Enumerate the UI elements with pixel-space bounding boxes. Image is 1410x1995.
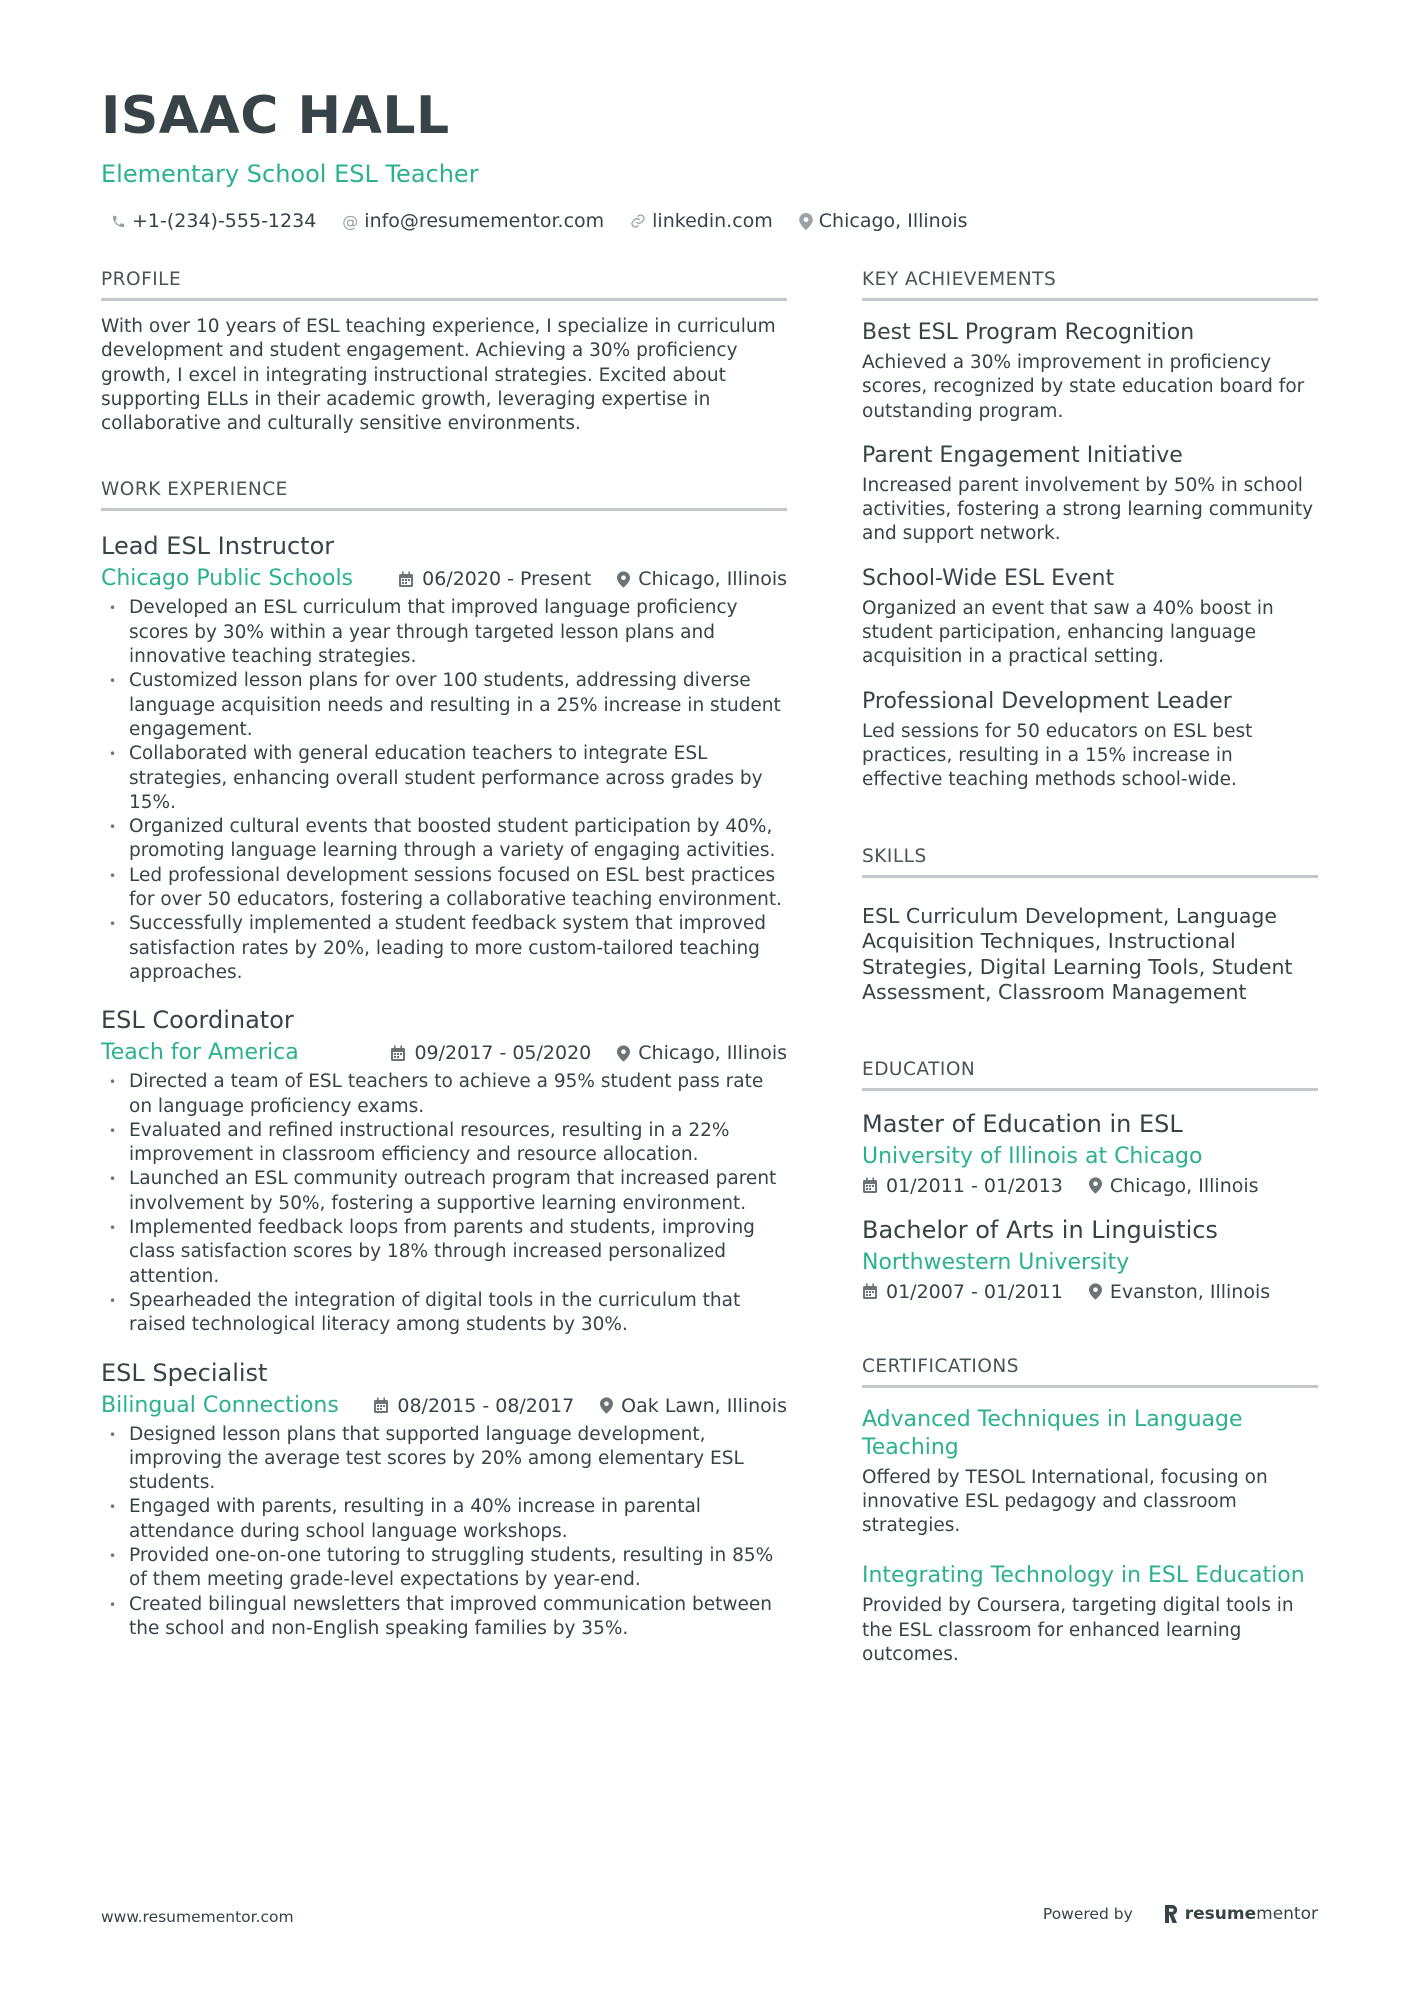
- education-dates: [862, 1281, 1063, 1303]
- job-entry: [101, 1005, 787, 1337]
- skills-section: [862, 845, 1318, 1006]
- phone-text: +1-(234)-555-1234: [132, 210, 317, 232]
- right-column: [862, 268, 1318, 1697]
- job-location: [617, 566, 787, 592]
- contact-location: [799, 210, 968, 232]
- job-bullet: • Directed a team of ESL teachers to achieve a 95% student pass rate on language proficiency exams.: [101, 1070, 787, 1119]
- job-bullet: • Engaged with parents, resulting in a 40% increase in parental attendance during school language workshops.: [101, 1495, 787, 1544]
- certifications-section: [862, 1355, 1318, 1668]
- location-pin-icon: [799, 213, 813, 230]
- work-experience-section: [101, 478, 787, 1641]
- footer-website[interactable]: www.resumementor.com: [101, 1908, 294, 1926]
- contact-phone: [111, 210, 316, 232]
- contact-linkedin[interactable]: [630, 210, 773, 232]
- achievement-item: [862, 565, 1318, 670]
- job-dates: [390, 1040, 591, 1066]
- job-bullet: • Created bilingual newsletters that improved communication between the school and non-English speaking families by 35%.: [101, 1593, 787, 1642]
- calendar-icon: [862, 1283, 878, 1300]
- education-heading: EDUCATION: [862, 1058, 1318, 1091]
- achievement-item: [862, 442, 1318, 547]
- education-dates: [862, 1175, 1063, 1197]
- job-bullet: • Implemented feedback loops from parents and students, improving class satisfaction scores by 18% through increased personalized attention.: [101, 1216, 787, 1289]
- achievement-desc: Led sessions for 50 educators on ESL best practices, resulting in a 15% increase in effective teaching methods school-wide.: [862, 720, 1253, 791]
- job-meta: [101, 1040, 787, 1066]
- job-company: Teach for America: [101, 1040, 299, 1066]
- job-company: Bilingual Connections: [101, 1392, 339, 1418]
- job-location-text: Chicago, Illinois: [638, 568, 787, 591]
- job-location: [600, 1393, 787, 1419]
- job-bullet: • Organized cultural events that boosted student participation by 40%, promoting language learning through a variety of engaging activities.: [101, 815, 787, 864]
- profile-heading: PROFILE: [101, 268, 787, 301]
- job-dates: [398, 566, 591, 592]
- job-bullet: • Launched an ESL community outreach program that increased parent involvement by 50%, fostering a supportive learning environment.: [101, 1167, 787, 1216]
- job-bullet: • Evaluated and refined instructional resources, resulting in a 22% improvement in classroom efficiency and resource allocation.: [101, 1119, 787, 1168]
- job-entry: [101, 531, 787, 985]
- certification-title: Advanced Techniques in Language Teaching: [862, 1406, 1243, 1460]
- education-section: [862, 1058, 1318, 1303]
- job-dates: [373, 1393, 574, 1419]
- certification-item: [862, 1406, 1318, 1539]
- job-bullet: • Successfully implemented a student feedback system that improved satisfaction rates by 20%, leading to more custom-tailored teaching approaches.: [101, 912, 787, 985]
- education-meta: [862, 1175, 1318, 1197]
- job-bullet: • Designed lesson plans that supported language development, improving the average test scores by 20% among elementary ESL students.: [101, 1423, 787, 1496]
- achievement-title: Best ESL Program Recognition: [862, 320, 1195, 345]
- education-item: [862, 1109, 1318, 1197]
- education-location: [1089, 1281, 1270, 1303]
- calendar-icon: [398, 571, 414, 588]
- location-pin-icon: [617, 571, 630, 588]
- certification-desc: Provided by Coursera, targeting digital tools in the ESL classroom for enhanced learning outcomes.: [862, 1595, 1294, 1666]
- profile-section: [101, 268, 787, 436]
- education-location-text: Chicago, Illinois: [1109, 1174, 1259, 1197]
- job-location-text: Chicago, Illinois: [638, 1042, 787, 1065]
- job-bullets: [101, 1423, 787, 1642]
- achievement-title: Parent Engagement Initiative: [862, 442, 1183, 468]
- certification-item: [862, 1562, 1318, 1667]
- job-bullets: [101, 1070, 787, 1337]
- powered-by-label: Powered by: [1042, 1905, 1133, 1923]
- achievement-desc: Organized an event that saw a 40% boost in student participation, enhancing language acquisition in a practical setting.: [862, 597, 1274, 668]
- education-location-text: Evanston, Illinois: [1109, 1280, 1271, 1303]
- at-icon: @: [342, 211, 359, 231]
- job-title: ESL Specialist: [101, 1358, 268, 1387]
- candidate-name: ISAAC HALL: [101, 86, 450, 146]
- job-entry: [101, 1358, 787, 1642]
- achievement-item: [862, 688, 1318, 793]
- achievement-title: School-Wide ESL Event: [862, 565, 1115, 591]
- calendar-icon: [390, 1045, 406, 1062]
- education-degree: Master of Education in ESL: [862, 1109, 1183, 1138]
- job-company: Chicago Public Schools: [101, 566, 354, 592]
- location-pin-icon: [600, 1397, 613, 1414]
- job-bullet: • Provided one-on-one tutoring to struggling students, resulting in 85% of them meeting grade-level expectations by year-end.: [101, 1544, 787, 1593]
- resumementor-logo-text: [1185, 1904, 1318, 1924]
- education-degree: Bachelor of Arts in Linguistics: [862, 1215, 1218, 1244]
- profile-text: With over 10 years of ESL teaching experience, I specialize in curriculum development and student engagement. Achieving a 30% proficiency growth, I excel in integrating instructional strategies. Excited about supporting ELLs in their academic growth, leveraging expertise in collaborative and culturally sensitive environments.: [101, 316, 776, 435]
- work-experience-heading: WORK EXPERIENCE: [101, 478, 787, 511]
- key-achievements-heading: KEY ACHIEVEMENTS: [862, 268, 1318, 301]
- job-bullet: • Led professional development sessions focused on ESL best practices for over 50 educators, fostering a collaborative teaching environment.: [101, 864, 787, 913]
- job-bullet: • Customized lesson plans for over 100 students, addressing diverse language acquisition needs and resulting in a 25% increase in student engagement.: [101, 669, 787, 742]
- resume-header: [101, 88, 1321, 232]
- location-pin-icon: [617, 1045, 630, 1062]
- left-column: [101, 268, 787, 1671]
- calendar-icon: [373, 1397, 389, 1414]
- link-icon: [630, 213, 646, 229]
- education-meta: [862, 1281, 1318, 1303]
- job-dates-text: 09/2017 - 05/2020: [414, 1042, 592, 1065]
- certification-title: Integrating Technology in ESL Education: [862, 1563, 1305, 1589]
- resumementor-logo[interactable]: [1163, 1904, 1318, 1924]
- job-title: Lead ESL Instructor: [101, 532, 335, 561]
- education-school: Northwestern University: [862, 1249, 1130, 1275]
- education-item: [862, 1215, 1318, 1303]
- footer-powered-by: [1043, 1904, 1318, 1924]
- education-dates-text: 01/2007 - 01/2011: [886, 1280, 1063, 1303]
- job-title: ESL Coordinator: [101, 1006, 294, 1035]
- certifications-heading: CERTIFICATIONS: [862, 1355, 1318, 1388]
- job-location: [617, 1040, 787, 1066]
- linkedin-text[interactable]: linkedin.com: [652, 210, 773, 232]
- certification-desc: Offered by TESOL International, focusing on innovative ESL pedagogy and classroom strategies.: [862, 1466, 1268, 1537]
- contact-email[interactable]: [342, 210, 604, 232]
- logo-text-light: mentor: [1256, 1904, 1318, 1924]
- achievement-item: [862, 319, 1318, 424]
- job-location-text: Oak Lawn, Illinois: [621, 1394, 787, 1417]
- achievement-desc: Achieved a 30% improvement in proficiency scores, recognized by state education board for outstanding program.: [862, 352, 1305, 422]
- location-pin-icon: [1089, 1283, 1102, 1300]
- job-meta: [101, 1393, 787, 1419]
- calendar-icon: [862, 1177, 878, 1194]
- skills-text: ESL Curriculum Development, Language Acquisition Techniques, Instructional Strategies, Digital Learning Tools, Student Assessment, Classroom Management: [862, 903, 1293, 1005]
- location-text: Chicago, Illinois: [818, 210, 968, 232]
- job-bullet: • Collaborated with general education teachers to integrate ESL strategies, enhancing overall student performance across grades by 15%.: [101, 742, 787, 815]
- job-bullet: • Spearheaded the integration of digital tools in the curriculum that raised technological literacy among students by 30%.: [101, 1289, 787, 1338]
- job-bullets: [101, 596, 787, 985]
- job-dates-text: 06/2020 - Present: [422, 568, 592, 591]
- job-dates-text: 08/2015 - 08/2017: [397, 1394, 575, 1417]
- skills-heading: SKILLS: [862, 845, 1318, 878]
- contact-bar: [101, 210, 1321, 232]
- email-text[interactable]: info@resumementor.com: [364, 210, 605, 232]
- key-achievements-section: [862, 268, 1318, 793]
- education-school: University of Illinois at Chicago: [862, 1143, 1203, 1169]
- candidate-title: Elementary School ESL Teacher: [101, 160, 479, 188]
- logo-text-bold: resume: [1184, 1904, 1257, 1924]
- job-meta: [101, 566, 787, 592]
- location-pin-icon: [1089, 1177, 1102, 1194]
- achievement-title: Professional Development Leader: [862, 688, 1232, 714]
- achievement-desc: Increased parent involvement by 50% in school activities, fostering a strong learning community and support network.: [862, 474, 1314, 545]
- education-location: [1089, 1175, 1259, 1197]
- education-dates-text: 01/2011 - 01/2013: [886, 1174, 1063, 1197]
- phone-icon: [111, 214, 126, 229]
- job-bullet: • Developed an ESL curriculum that improved language proficiency scores by 30% within a year through targeted lesson plans and innovative teaching strategies.: [101, 596, 787, 669]
- resumementor-logo-icon: [1163, 1904, 1179, 1924]
